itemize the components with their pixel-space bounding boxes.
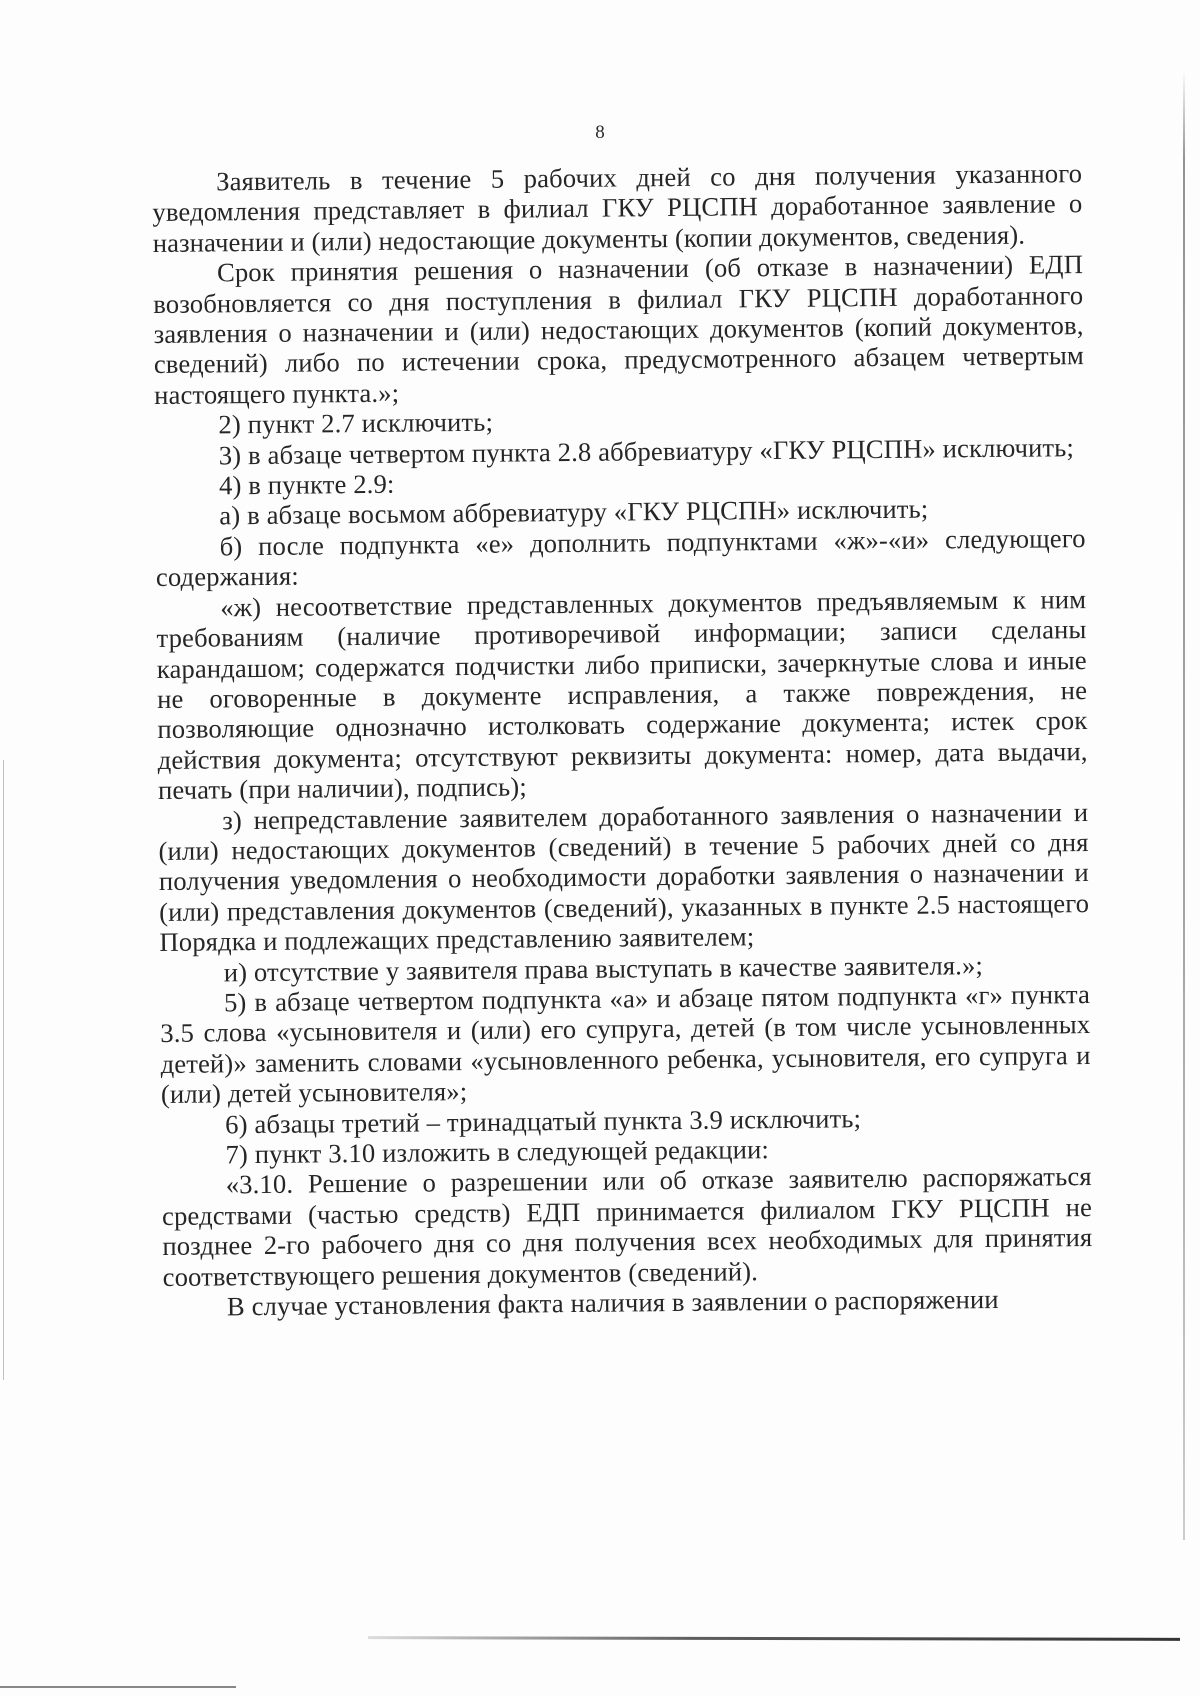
paragraph: 5) в абзаце четвертом подпункта «а» и абзаце пятом подпункта «г» пункта 3.5 слова «усыновителя и (или) его супруга, детей (в том числе усыновленных детей)» заменить словами «усыновленного ребенка, усыновителя, его супруга и (или) детей усыновителя»; [160, 979, 1091, 1110]
paragraph: 6) абзацы третий – тринадцатый пункта 3.9 исключить; [225, 1102, 862, 1139]
page-number: 8 [595, 122, 605, 143]
scan-shadow-line [0, 1686, 236, 1688]
paragraph: 7) пункт 3.10 изложить в следующей редакции: [225, 1134, 770, 1170]
paragraph: б) после подпункта «е» дополнить подпунктами «ж»-«и» следующего содержания: [155, 522, 1086, 593]
scan-edge-line [3, 760, 4, 1380]
paragraph: 2) пункт 2.7 исключить; [218, 406, 494, 440]
paragraph: Срок принятия решения о назначении (об отказе в назначении) ЕДП возобновляется со дня поступления в филиал ГКУ РЦСПН доработанного заявления о назначении и (или) недостающих документов (копий документов, сведений) либо по истечении срока, предусмотренного абзацем четвертым настоящего пункта.»; [153, 249, 1084, 410]
paragraph: Заявитель в течение 5 рабочих дней со дня получения указанного уведомления представляет в филиал ГКУ РЦСПН доработанное заявление о назначении и (или) недостающие документы (копии документов, сведения). [152, 158, 1083, 258]
paragraph: 3) в абзаце четвертом пункта 2.8 аббревиатуру «ГКУ РЦСПН» исключить; [218, 431, 1075, 471]
paragraph: В случае установления факта наличия в заявлении о распоряжении [226, 1283, 999, 1322]
scan-shadow-line [368, 1636, 1180, 1641]
paragraph: «ж) несоответствие представленных документов предъявляемым к ним требованиям (наличие противоречивой информации; записи сделаны карандашом; содержатся подчистки либо приписки, зачеркнутые слова и иные не оговоренные в документе исправления, а также повреждения, не позволяющие однозначно истолковать содержание документа; истек срок действия документа; отсутствуют реквизиты документа: номер, дата выдачи, печать (при наличии), подпись); [156, 583, 1088, 806]
scan-edge-line [1183, 70, 1185, 1540]
paragraph: 4) в пункте 2.9: [218, 468, 395, 501]
paragraph: а) в абзаце восьмом аббревиатуру «ГКУ РЦСПН» исключить; [219, 494, 929, 531]
document-body [152, 158, 1093, 1322]
paragraph: и) отсутствие у заявителя права выступать в качестве заявителя.»; [223, 949, 984, 987]
paragraph: з) непредставление заявителем доработанного заявления о назначении и (или) недостающих документов (сведений) в течение 5 рабочих дней со дня получения уведомления о необходимости доработки заявления о назначении и (или) представления документов (сведений), указанных в пункте 2.5 настоящего Порядка и подлежащих представлению заявителем; [158, 796, 1090, 958]
paragraph: «3.10. Решение о разрешении или об отказе заявителю распоряжаться средствами (частью средств) ЕДП принимается филиалом ГКУ РЦСПН не позднее 2-го рабочего дня со дня получения всех необходимых для принятия соответствующего решения документов (сведений). [161, 1161, 1093, 1292]
